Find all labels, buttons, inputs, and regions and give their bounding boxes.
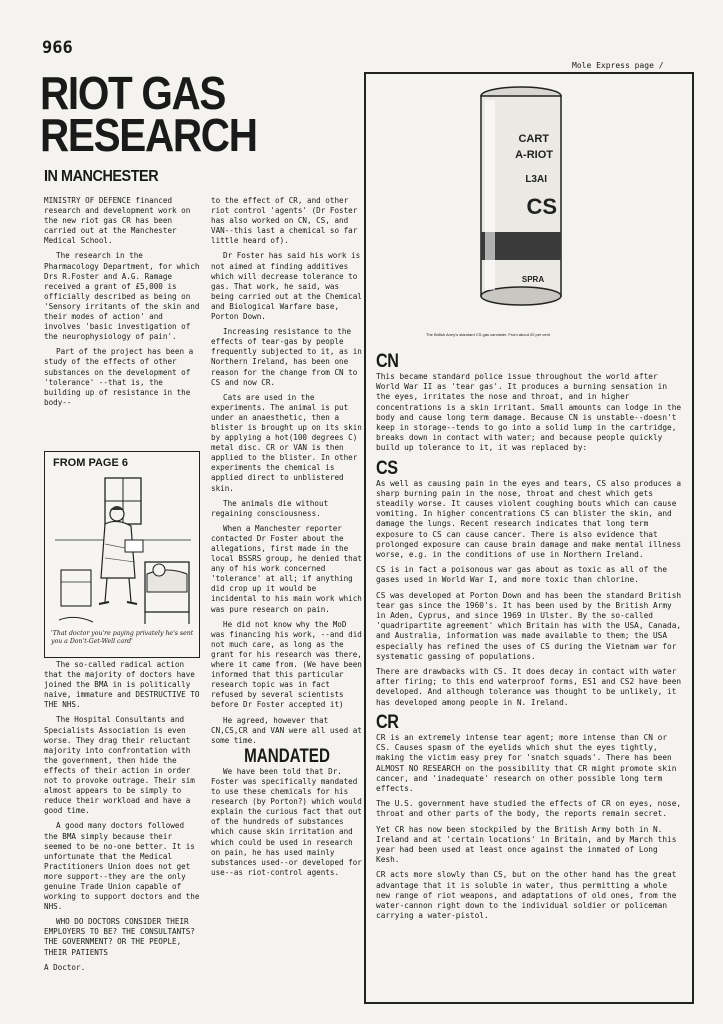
canister-label-line: L3AI <box>525 174 547 185</box>
gas-paragraph: There are drawbacks with CS. It does decay in contact with water after firing; to this end waterproof forms, ES1 and CS2 have been developed. And although tolerance was thought to be unlikely, it has developed among people in N. Ireland. <box>376 667 682 707</box>
gas-paragraph: CS was developed at Porton Down and has been the standard British tear gas since the 1960's. It has been used by the British Army in Aden, Cyprus, and since 1969 in Ulster. By the so-called 'quadripartite agreement' which Britain has with the USA, Canada, and Australia, information was made available to them; the USA especially has refined the uses of CS during the Vietnam war for systematic gassing of populations. <box>376 590 682 661</box>
publication-header: Mole Express page / <box>572 61 664 70</box>
article-paragraph: The Hospital Consultants and Specialists Association is even worse. They drag their reluctant majority into confrontation with the government, then hide the effects of their action in order not to provoke outrage. Their sim almost appears to be simply to reduce their workload and have a good time. <box>44 715 195 816</box>
subheadline: IN MANCHESTER <box>44 168 159 185</box>
canister-caption: The British Army's standard CS gas cannister. From about 20 per cent <box>426 332 550 337</box>
gas-canister-illustration <box>461 82 581 328</box>
article-paragraph: MINISTRY OF DEFENCE financed research and development work on the new riot gas CR has been carried out at the Manchester Medical School. <box>44 196 191 246</box>
article-paragraph: Dr Foster has said his work is not aimed at finding additives which will decrease tolerance to gas. That work, he said, was being carried out at the Chemical and Biological Warfare base, Porton Down. <box>211 251 362 322</box>
mandated-heading: MANDATED <box>244 745 330 767</box>
gas-paragraph: CS is in fact a poisonous war gas about as toxic as all of the gases used in World War I, and more toxic than chlorine. <box>376 565 668 585</box>
article-paragraph: A good many doctors followed the BMA simply because their seemed to be no-one better. It is unfortunate that the Medical Practitioners Union does not get more support--they are the only genuine Trade Union capable of working to support doctors and the NHS. <box>44 821 200 912</box>
article-paragraph: Increasing resistance to the effects of tear-gas by people frequently subjected to it, as in Northern Ireland, has been one reason for the change from CN to CS and now CR. <box>211 327 362 387</box>
canister-label-line: CART <box>518 133 549 145</box>
gas-paragraph: CR acts more slowly than CS, but on the other hand has the great advantage that it is soluble in water, thus permitting a whole new range of riot weapons, and adaptations of old ones, from the water-cannon right down to the individual soldier or policeman carrying a water-pistol. <box>376 870 677 921</box>
gas-paragraph: As well as causing pain in the eyes and tears, CS also produces a sharp burning pain in the nose, throat and chest which gets steadily worse. It causes violent coughing bouts which can cause vomiting. In higher concentrations CS can blister the skin, and damage the lungs. Recent research indicates that long term exposure to CS can cause cancer. There is also evidence that prolonged exposure can cause brain damage and make mental illness worse, e.g. in the conditions of use in Northern Ireland. <box>376 478 682 560</box>
article-paragraph: The research in the Pharmacology Department, for which Drs R.Foster and A.G. Ramage received a grant of £5,000 is officially described as being on 'Sensory irritants of the skin and their modes of action' and involves 'basic investigation of the neurophysiology of pain'. <box>44 251 200 342</box>
from-page-label: FROM PAGE 6 <box>53 457 128 469</box>
article-paragraph: He did not know why the MoD was financing his work, --and did not much care, as long as the grant for his research was there, where it came from. (We have been informed that this particular research topic was in fact refused by several scientists before Dr Foster accepted it) <box>211 619 362 710</box>
gas-paragraph: This became standard police issue throughout the world after World War II as 'tear gas'. It produces a burning sensation in the eyes, irritates the nose and throat, and in higher concentrations is a skin irritant. Small amounts can lodge in the body and cause long term damage. Because CN is unstable--doesn't keep in storage--tends to go into a solid lump in the cartridge, breaks down in contact with water; and because people quickly build up tolerance to it, it was replaced by: <box>376 372 682 453</box>
from-page-column <box>44 660 202 978</box>
section-heading-cs: CS <box>376 457 398 479</box>
article-column-1 <box>44 196 202 413</box>
article-paragraph: He agreed, however that CN,CS,CR and VAN were all used at some time. <box>211 715 362 745</box>
from-page-box <box>44 451 200 658</box>
article-paragraph: The so-called radical action that the majority of doctors have joined the BMA in is politically naive, immature and DESTRUCTIVE TO THE NHS. <box>44 660 200 710</box>
cartoon-caption: 'That doctor you're paying privately he's sent you a Don't-Get-Well card' <box>51 630 194 645</box>
gas-descriptions <box>376 350 684 926</box>
gas-paragraph: Yet CR has now been stockpiled by the British Army both in N. Ireland and at 'certain locations' in Britain, and by March this year had been used at least once against the inmated of Long Kesh. <box>376 824 677 865</box>
article-paragraph: We have been told that Dr. Foster was specifically mandated to use these chemicals for his research (by Porton?) which would explain the curious fact that out of the hundreds of substances which cause skin irritation and which could be used in research on pain, he has used mainly substances used--or developed for use--as riot-control agents. <box>211 766 362 877</box>
article-paragraph: The animals die without regaining consciousness. <box>211 498 329 518</box>
doctor-cartoon-illustration <box>55 474 191 626</box>
canister-label-line: SPRA <box>521 275 545 284</box>
article-paragraph: Cats are used in the experiments. The animal is put under an anaesthetic, then a blister is brought up on its skin by applying a hot(100 degrees C) metal disc. CR or VAN is then applied to the blister. In other experiments the chemical is applied direct to unblistered skin. <box>211 392 362 493</box>
canister-label-line: A-RIOT <box>515 149 553 161</box>
section-heading-cn: CN <box>376 351 399 372</box>
article-paragraph: Part of the project has been a study of the effects of other substances on the development of 'tolerance' --that is, the building up of resistance in the body-- <box>44 347 194 407</box>
canister-label-line: CS <box>526 194 557 219</box>
headline: RIOT GAS RESEARCH <box>40 67 257 161</box>
page-number: 966 <box>42 38 73 58</box>
section-heading-cr: CR <box>376 711 399 733</box>
gas-paragraph: The U.S. government have studied the effects of CR on eyes, nose, throat and other parts of the body, the reports remain secret. <box>376 799 682 819</box>
signoff: A Doctor. <box>44 962 86 972</box>
article-paragraph: WHO DO DOCTORS CONSIDER THEIR EMPLOYERS TO BE? THE CONSULTANTS? THE GOVERNMENT? OR THE PEOPLE, THEIR PATIENTS <box>44 917 195 957</box>
article-column-2 <box>211 196 363 883</box>
article-paragraph: When a Manchester reporter contacted Dr Foster about the allegations, first made in the local BSSRS group, he denied that any of his work concerned 'tolerance' at all; if anything did crop up it would be incidental to his main work which was pure research on pain. <box>211 523 362 614</box>
article-paragraph: to the effect of CR, and other riot control 'agents' (Dr Foster has also worked on CN, CS, and VAN--this last a chemical so far little heard of). <box>211 196 358 246</box>
gas-paragraph: CR is an extremely intense tear agent; more intense than CN or CS. Causes spasm of the eyelids which shut the eyes tightly, making the victim easy prey for 'snatch squads'. There has been ALMOST NO RESEARCH on the possibility that CR might promote skin cancer, and 'inadequate' research on other possible long term effects. <box>376 732 677 793</box>
